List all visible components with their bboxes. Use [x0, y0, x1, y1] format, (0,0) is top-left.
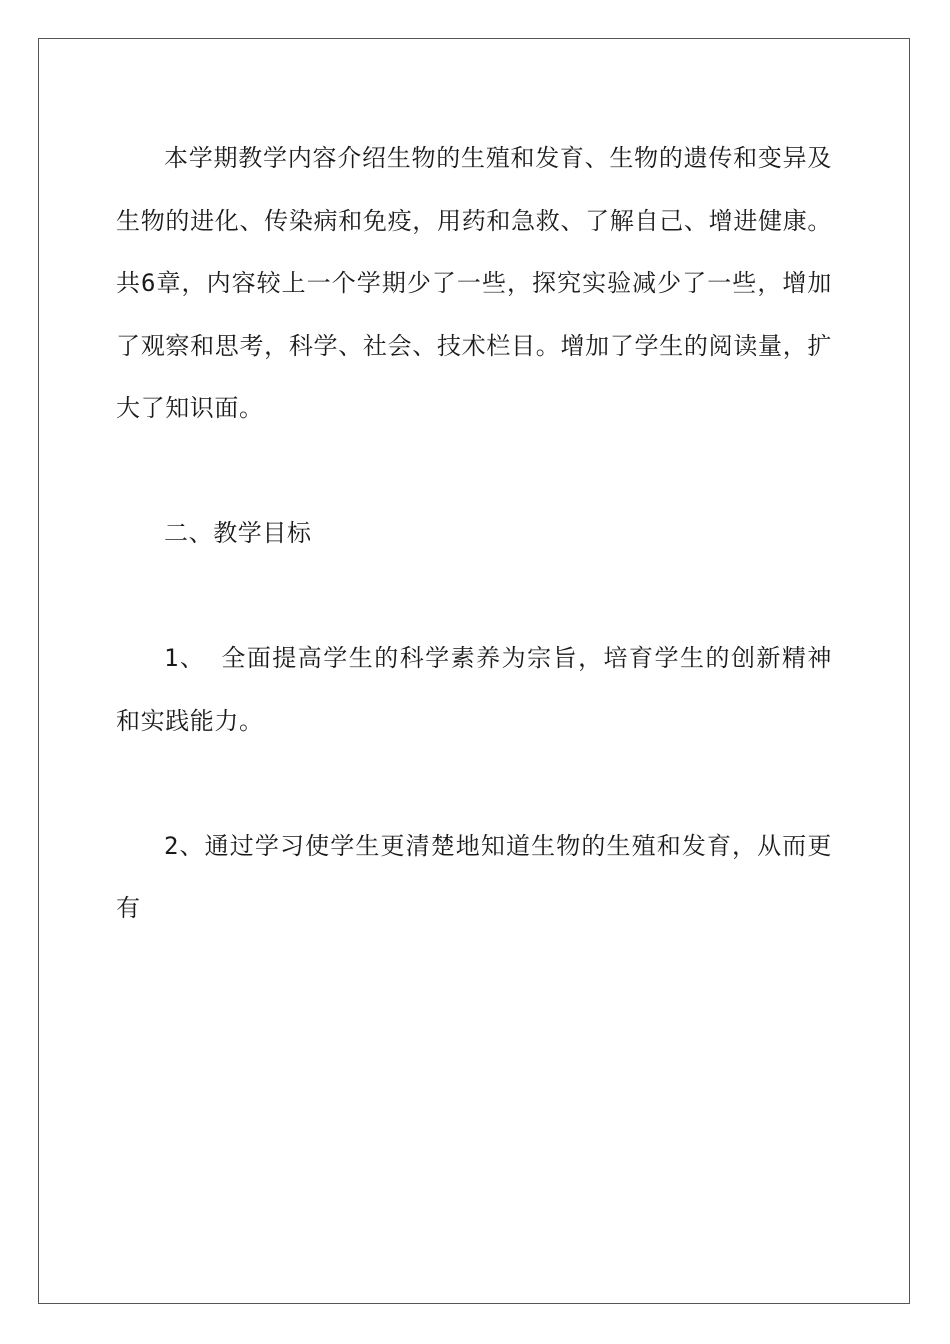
paragraph-goal-2: 2、通过学习使学生更清楚地知道生物的生殖和发育，从而更有 — [116, 831, 832, 922]
paragraph-intro: 本学期教学内容介绍生物的生殖和发育、生物的遗传和变异及生物的进化、传染病和免疫，用药和急救、了解自己、增进健康。共6章，内容较上一个学期少了一些，探究实验减少了一些，增加了观察和思考，科学、社会、技术栏目。增加了学生的阅读量，扩大了知识面。 — [116, 144, 832, 422]
paragraph-spacer — [116, 752, 832, 815]
paragraph-spacer — [116, 565, 832, 628]
paragraph-spacer — [116, 440, 832, 503]
paragraph-goal-1: 1、 全面提高学生的科学素养为宗旨，培育学生的创新精神和实践能力。 — [116, 644, 832, 735]
document-body — [116, 127, 832, 940]
section-heading-teaching-goals: 二、教学目标 — [164, 519, 312, 547]
